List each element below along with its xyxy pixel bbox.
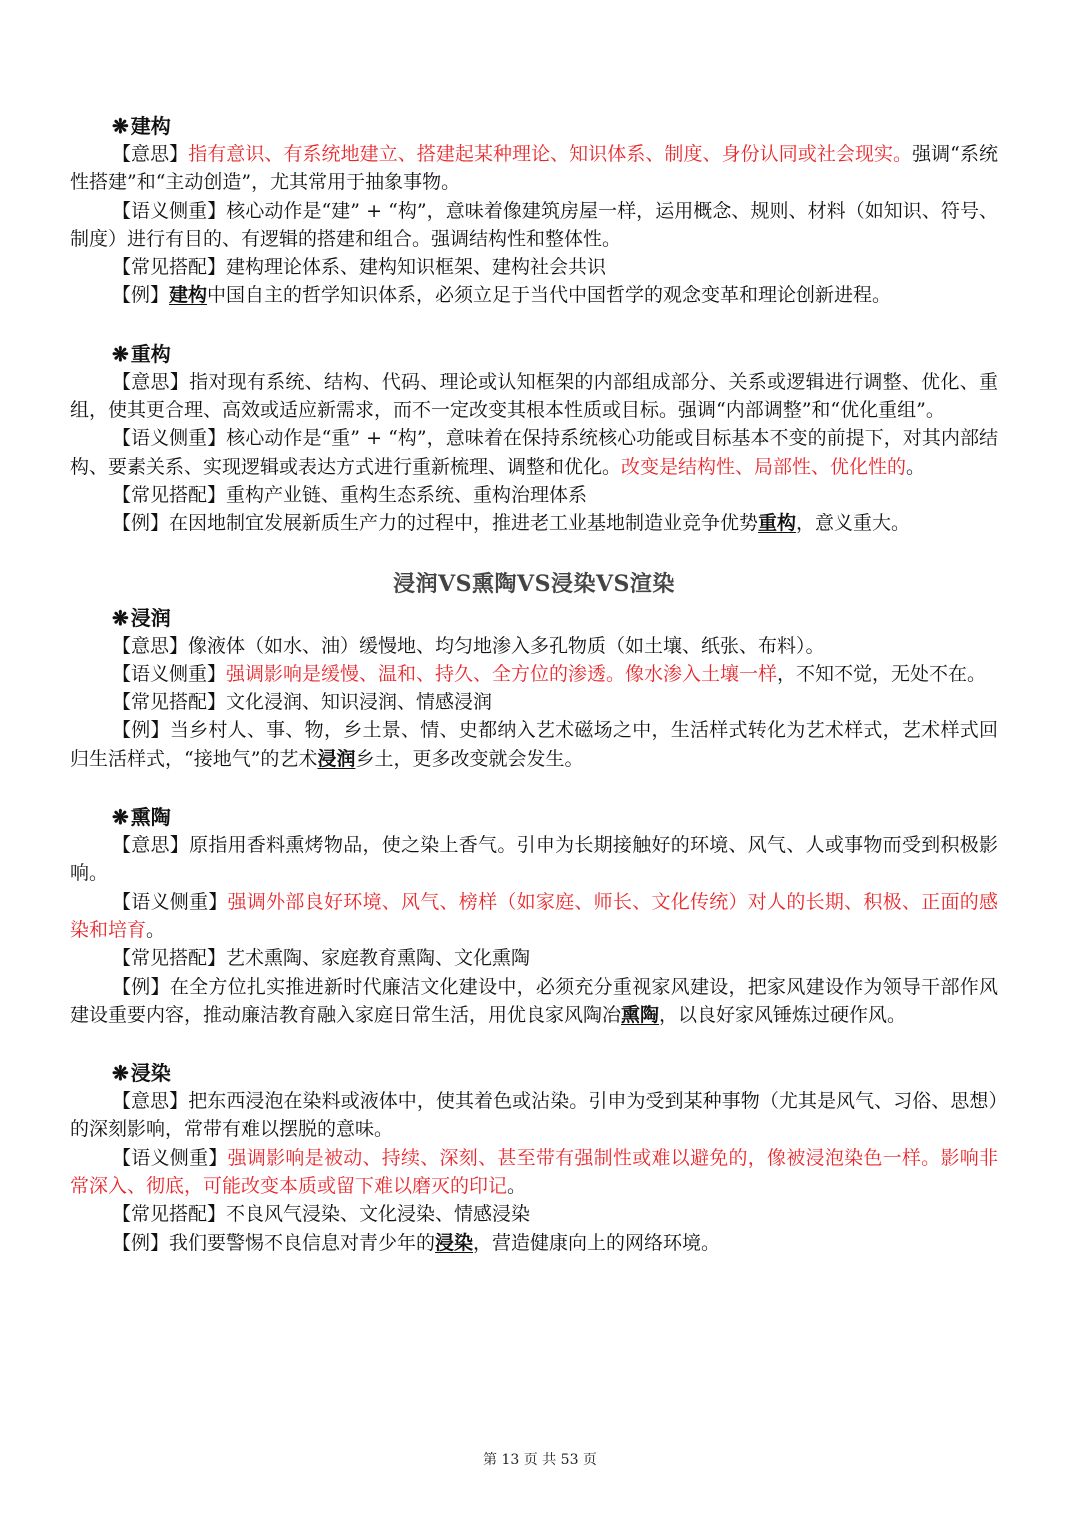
emphasis-label: 【语义侧重】 — [112, 890, 228, 913]
emphasis-label: 【语义侧重】 — [112, 662, 227, 685]
example-keyword: 熏陶 — [621, 1003, 660, 1026]
collocation-text: 重构产业链、重构生态系统、重构治理体系 — [226, 483, 588, 506]
example-text-end: ，以良好家风锤炼过硬作风。 — [659, 1003, 907, 1026]
collocation-label: 【常见搭配】 — [112, 947, 227, 970]
term-heading — [70, 340, 998, 368]
example-text: 我们要警惕不良信息对青少年的 — [169, 1231, 436, 1254]
meaning-label: 【意思】 — [112, 143, 189, 165]
entry-jiangou — [70, 112, 998, 310]
emphasis-paragraph — [70, 197, 998, 254]
example-label: 【例】 — [112, 975, 170, 998]
meaning-paragraph — [70, 831, 998, 888]
term-title: 浸润 — [130, 605, 171, 630]
meaning-paragraph — [70, 368, 998, 425]
emphasis-label: 【语义侧重】 — [112, 199, 227, 222]
collocation-paragraph — [70, 1200, 998, 1228]
term-heading — [70, 803, 998, 831]
example-label: 【例】 — [112, 284, 170, 307]
example-label: 【例】 — [112, 719, 170, 742]
entry-chonggou — [70, 340, 998, 538]
asterisk-bullet-icon: ❋ — [112, 1061, 129, 1086]
example-keyword: 建构 — [169, 284, 208, 307]
emphasis-paragraph — [70, 888, 998, 945]
meaning-label: 【意思】 — [112, 1090, 189, 1113]
example-paragraph — [70, 281, 998, 309]
meaning-text: 指对现有系统、结构、代码、理论或认知框架的内部组成部分、关系或逻辑进行调整、优化、重组，使其更合理、高效或适应新需求，而不一定改变其根本性质或目标。强调“内部调整”和“优化重组”。 — [70, 370, 998, 422]
collocation-paragraph — [70, 253, 998, 281]
meaning-label: 【意思】 — [112, 370, 190, 393]
collocation-text: 艺术熏陶、家庭教育熏陶、文化熏陶 — [226, 947, 531, 970]
asterisk-bullet-icon: ❋ — [112, 805, 129, 830]
example-text-end: ，营造健康向上的网络环境。 — [473, 1231, 721, 1254]
emphasis-highlight: 强调影响是缓慢、温和、持久、全方位的渗透。像水渗入土壤一样 — [226, 662, 778, 685]
meaning-paragraph — [70, 140, 998, 197]
example-text-end: 乡土，更多改变就会发生。 — [355, 747, 584, 770]
meaning-text: 原指用香料熏烤物品，使之染上香气。引申为长期接触好的环境、风气、人或事物而受到积极影响。 — [70, 834, 998, 885]
example-paragraph — [70, 1229, 998, 1257]
term-title: 重构 — [130, 341, 171, 366]
meaning-text: 把东西浸泡在染料或液体中，使其着色或沾染。引申为受到某种事物（尤其是风气、习俗、思想）的深刻影响，常带有难以摆脱的意味。 — [70, 1090, 998, 1141]
emphasis-text: 核心动作是“重” + “构”，意味着在保持系统核心功能或目标基本不变的前提下，对其内部结构、要素关系、实现逻辑或表达方式进行重新梳理、调整和优化。 — [70, 427, 998, 478]
emphasis-text: 。 — [507, 1175, 527, 1198]
example-text: 当乡村人、事、物，乡土景、情、史都纳入艺术磁场之中，生活样式转化为艺术样式，艺术样式回归生活样式，“接地气”的艺术 — [70, 719, 998, 770]
example-label: 【例】 — [112, 1231, 170, 1254]
term-heading — [70, 604, 998, 632]
example-keyword: 浸染 — [435, 1231, 474, 1254]
example-text-end: ，意义重大。 — [796, 512, 911, 535]
term-heading — [70, 1059, 998, 1087]
collocation-paragraph — [70, 944, 998, 972]
page-number-footer: 第 13 页 共 53 页 — [483, 1452, 597, 1468]
term-title: 熏陶 — [130, 805, 171, 830]
collocation-text: 文化浸润、知识浸润、情感浸润 — [226, 691, 493, 714]
meaning-label: 【意思】 — [112, 634, 189, 657]
term-title: 建构 — [130, 114, 171, 138]
emphasis-paragraph — [70, 1144, 998, 1201]
example-label: 【例】 — [112, 512, 170, 535]
example-text: 中国自主的哲学知识体系，必须立足于当代中国哲学的观念变革和理论创新进程。 — [207, 284, 892, 307]
collocation-paragraph — [70, 688, 998, 716]
collocation-paragraph — [70, 481, 998, 509]
term-title: 浸染 — [130, 1061, 171, 1086]
term-heading — [70, 112, 998, 140]
collocation-label: 【常见搭配】 — [112, 483, 227, 506]
collocation-label: 【常见搭配】 — [112, 1203, 227, 1226]
example-text: 在全方位扎实推进新时代廉洁文化建设中，必须充分重视家风建设，把家风建设作为领导干部作风建设重要内容，推动廉洁教育融入家庭日常生活，用优良家风陶冶 — [70, 975, 998, 1026]
emphasis-text: 核心动作是“建” + “构”，意味着像建筑房屋一样，运用概念、规则、材料（如知识、符号、制度）进行有目的、有逻辑的搭建和组合。强调结构性和整体性。 — [70, 199, 998, 250]
collocation-label: 【常见搭配】 — [112, 691, 227, 714]
entry-xuntao — [70, 803, 998, 1029]
meaning-text: 强调“系统性搭建”和“主动创造”，尤其常用于抽象事物。 — [70, 143, 998, 194]
collocation-label: 【常见搭配】 — [112, 256, 227, 279]
emphasis-text: 。 — [146, 918, 166, 941]
emphasis-highlight: 强调影响是被动、持续、深刻、甚至带有强制性或难以避免的，像被浸泡染色一样。影响非常深入、彻底，可能改变本质或留下难以磨灭的印记 — [70, 1146, 998, 1198]
collocation-text: 不良风气浸染、文化浸染、情感浸染 — [226, 1203, 531, 1226]
meaning-label: 【意思】 — [112, 834, 190, 857]
emphasis-label: 【语义侧重】 — [112, 1146, 228, 1169]
example-paragraph — [70, 973, 998, 1030]
emphasis-highlight: 改变是结构性、局部性、优化性的 — [621, 455, 907, 478]
emphasis-end: 。 — [906, 455, 926, 478]
emphasis-paragraph — [70, 660, 998, 688]
section-title: 浸润VS熏陶VS浸染VS渲染 — [393, 570, 675, 597]
meaning-highlight: 指有意识、有系统地建立、搭建起某种理论、知识体系、制度、身份认同或社会现实。 — [188, 143, 913, 165]
example-keyword: 浸润 — [317, 747, 356, 770]
asterisk-bullet-icon: ❋ — [112, 341, 129, 366]
example-paragraph — [70, 716, 998, 773]
meaning-paragraph — [70, 632, 998, 660]
asterisk-bullet-icon: ❋ — [112, 605, 129, 630]
meaning-paragraph — [70, 1087, 998, 1144]
example-keyword: 重构 — [758, 512, 797, 535]
entry-jinran — [70, 1059, 998, 1257]
example-text: 在因地制宜发展新质生产力的过程中，推进老工业基地制造业竞争优势 — [169, 512, 759, 535]
emphasis-highlight: 强调外部良好环境、风气、榜样（如家庭、师长、文化传统）对人的长期、积极、正面的感染和培育 — [70, 890, 998, 941]
emphasis-text: ，不知不觉，无处不在。 — [777, 662, 987, 685]
example-paragraph — [70, 509, 998, 537]
collocation-text: 建构理论体系、建构知识框架、建构社会共识 — [226, 256, 607, 279]
asterisk-bullet-icon: ❋ — [112, 114, 129, 138]
meaning-text: 像液体（如水、油）缓慢地、均匀地渗入多孔物质（如土壤、纸张、布料）。 — [188, 634, 825, 657]
entry-jinrun — [70, 604, 998, 773]
emphasis-paragraph — [70, 424, 998, 481]
emphasis-label: 【语义侧重】 — [112, 427, 227, 450]
